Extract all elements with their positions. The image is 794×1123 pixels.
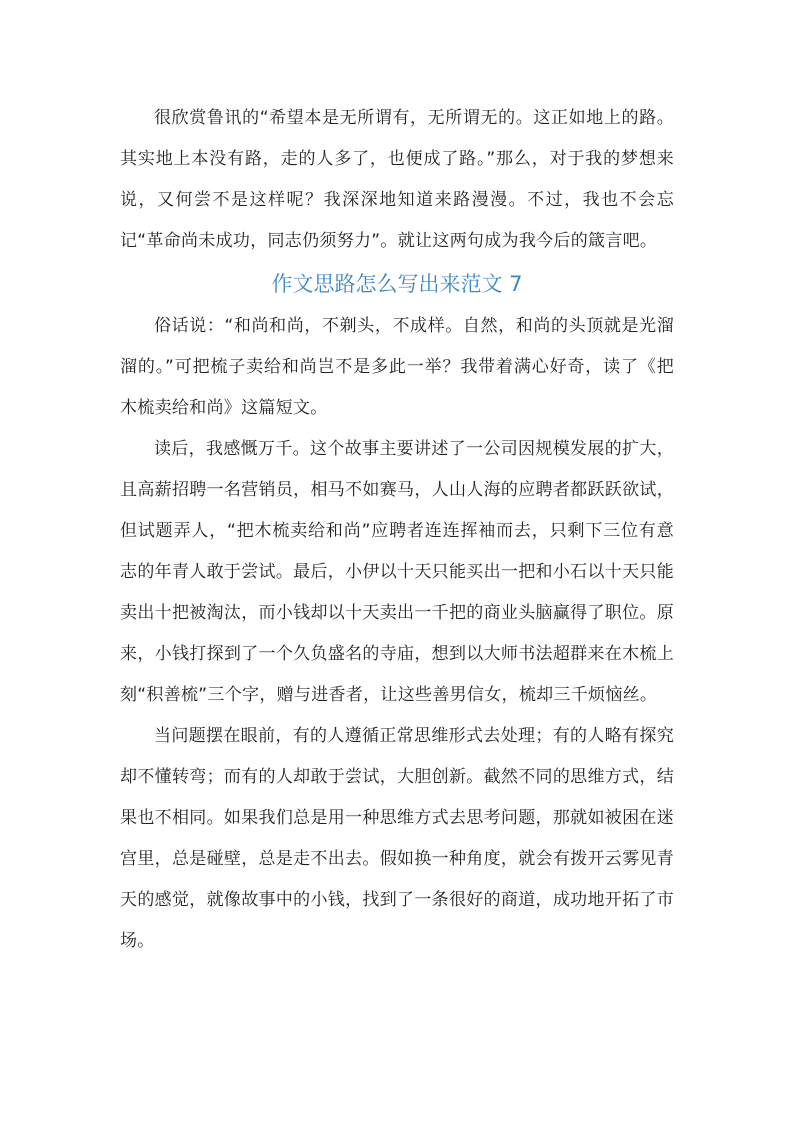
intro-paragraph: 很欣赏鲁讯的“希望本是无所谓有，无所谓无的。这正如地上的路。其实地上本没有路，走的人多了，也便成了路。”那么，对于我的梦想来说，又何尝不是这样呢？我深深地知道来路漫漫。不过，我也不会忘记“革命尚未成功，同志仍须努力”。就让这两句成为我今后的箴言吧。 [120, 108, 674, 251]
section-heading: 作文思路怎么写出来范文 7 [271, 272, 523, 296]
document-page [120, 98, 674, 962]
paragraph-1: 俗话说：“和尚和尚，不剃头，不成样。自然，和尚的头顶就是光溜溜的。”可把梳子卖给和尚岂不是多此一举？我带着满心好奇，读了《把木梳卖给和尚》这篇短文。 [120, 316, 674, 418]
paragraph-2: 读后，我感慨万千。这个故事主要讲述了一公司因规模发展的扩大，且高薪招聘一名营销员，相马不如赛马，人山人海的应聘者都跃跃欲试，但试题弄人，“把木梳卖给和尚”应聘者连连挥袖而去，只剩下三位有意志的年青人敢于尝试。最后，小伊以十天只能买出一把和小石以十天只能卖出十把被淘汰，而小钱却以十天卖出一千把的商业头脑赢得了职位。原来，小钱打探到了一个久负盛名的寺庙，想到以大师书法超群来在木梳上刻“积善梳”三个字，赠与进香者，让这些善男信女，梳却三千烦恼丝。 [120, 439, 674, 705]
paragraph-3: 当问题摆在眼前，有的人遵循正常思维形式去处理；有的人略有探究却不懂转弯；而有的人却敢于尝试，大胆创新。截然不同的思维方式，结果也不相同。如果我们总是用一种思维方式去思考问题，那就如被困在迷宫里，总是碰壁，总是走不出去。假如换一种角度，就会有拨开云雾见青天的感觉，就像故事中的小钱，找到了一条很好的商道，成功地开拓了市场。 [120, 726, 674, 951]
